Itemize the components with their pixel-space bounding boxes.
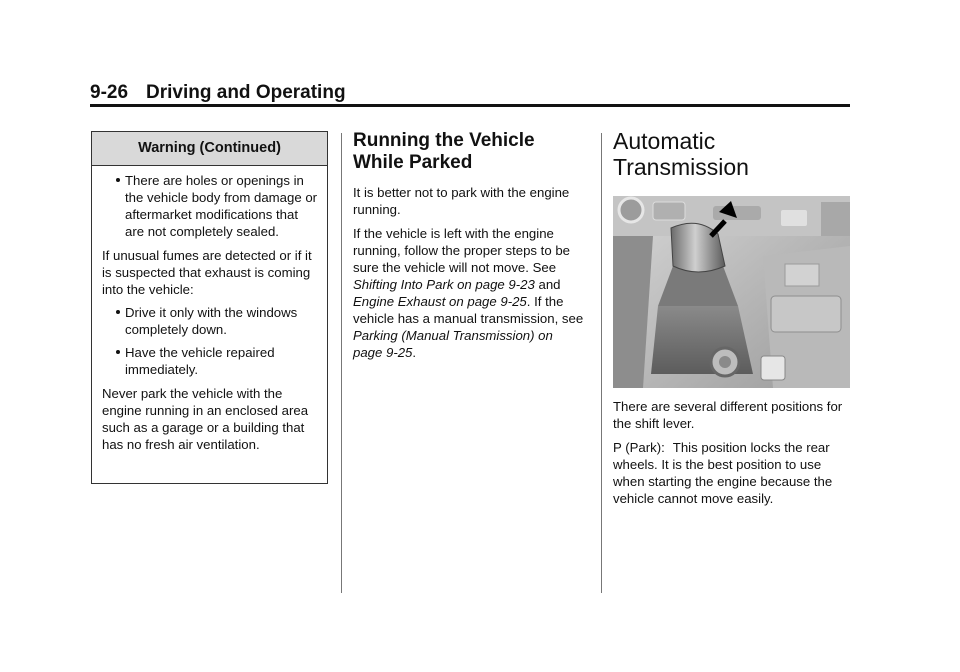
section-title: Driving and Operating <box>146 82 346 103</box>
warning-bullets-top <box>102 172 318 240</box>
text-run: and <box>534 277 561 292</box>
column-divider-1 <box>341 133 342 593</box>
column-divider-2 <box>601 133 602 593</box>
automatic-heading-line1: Automatic <box>613 128 716 154</box>
page-reference-link[interactable]: Shifting Into Park on page 9-23 <box>353 277 535 292</box>
text-run: If the vehicle is left with the engine running, follow the proper steps to be sure the vehicle will not move. See <box>353 226 570 275</box>
warning-paragraph-2: Never park the vehicle with the engine running in an enclosed area such as a garage or a building that has no fresh air ventilation. <box>102 386 309 452</box>
running-paragraph-2 <box>353 225 585 361</box>
list-item: Have the vehicle repaired immediately. <box>102 344 318 378</box>
warning-box <box>91 131 328 484</box>
running-heading-line1: Running the Vehicle <box>353 130 535 151</box>
page-reference-link[interactable]: Parking (Manual Transmission) on page 9-25 <box>353 328 553 360</box>
page-number: 9-26 <box>90 82 129 103</box>
running-heading-line2: While Parked <box>353 152 473 173</box>
running-section <box>353 130 585 368</box>
header-rule <box>90 104 850 107</box>
running-heading <box>353 130 585 174</box>
page-reference-link[interactable]: Engine Exhaust on page 9-25 <box>353 294 527 309</box>
text-run: . <box>412 345 417 360</box>
list-item: Drive it only with the windows completely down. <box>102 304 318 338</box>
automatic-heading <box>613 128 853 180</box>
automatic-paragraph-1: There are several different positions for the shift lever. <box>613 399 843 431</box>
text-run: . If the vehicle has a manual transmission, see <box>353 294 584 326</box>
automatic-heading-line2: Transmission <box>613 154 749 180</box>
shift-lever-photo <box>613 196 850 388</box>
warning-body <box>92 166 327 453</box>
running-paragraph-1: It is better not to park with the engine running. <box>353 185 570 217</box>
automatic-section <box>613 128 853 180</box>
warning-title: Warning (Continued) <box>92 132 327 166</box>
park-description: This position locks the rear wheels. It is the best position to use when starting the engine because the vehicle cannot move easily. <box>613 440 833 506</box>
warning-bullets-mid <box>102 304 318 378</box>
list-item: There are holes or openings in the vehicle body from damage or aftermarket modifications that are not completely sealed. <box>102 172 318 240</box>
automatic-paragraph-2 <box>613 439 853 507</box>
page-header <box>90 82 346 104</box>
warning-paragraph-1: If unusual fumes are detected or if it is suspected that exhaust is coming into the vehicle: <box>102 248 312 297</box>
park-term: P (Park): <box>613 440 665 455</box>
automatic-body <box>613 398 853 514</box>
shift-lever-illustration <box>613 196 850 388</box>
